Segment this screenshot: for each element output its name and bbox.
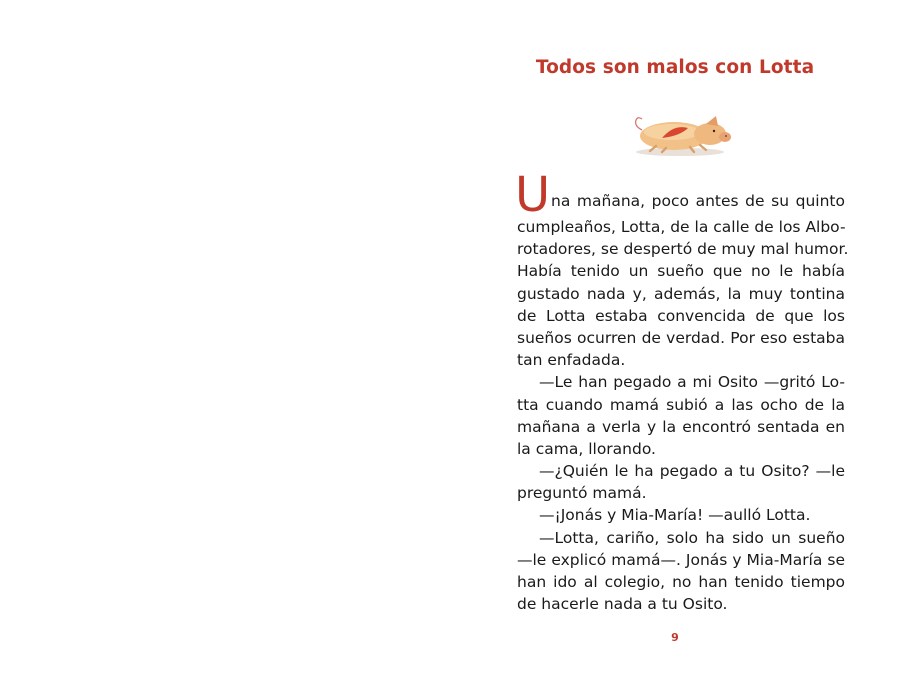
text-line: —¡Jonás y Mia-María! —aulló Lotta.	[539, 506, 811, 525]
text-line: Había tenido un sueño que no le había	[517, 262, 845, 281]
text-line: mañana a verla y la encontró sentada en	[517, 417, 845, 436]
chapter-title: Todos son malos con Lotta	[535, 57, 815, 78]
page-number: 9	[671, 631, 679, 644]
story-text	[515, 167, 849, 615]
text-line: gustado nada y, además, la muy tontina	[517, 284, 845, 303]
text-line: cumpleaños, Lotta, de la calle de los Albo-	[517, 218, 846, 236]
text-line: rotadores, se despertó de muy mal humor.	[517, 240, 849, 259]
text-line: —le explicó mamá—. Jonás y Mia-María se	[517, 550, 845, 569]
text-line: —¿Quién le ha pegado a tu Osito? —le	[539, 462, 845, 481]
text-line: tan enfadada.	[517, 351, 626, 370]
right-page	[450, 0, 900, 680]
first-line-text: na mañana, poco antes de su quinto	[551, 192, 845, 210]
text-line: —Lotta, cariño, solo ha sido un sueño	[539, 528, 845, 547]
text-line: de hacerle nada a tu Osito.	[517, 595, 728, 614]
text-line: tta cuando mamá subió a las ocho de la	[517, 395, 845, 414]
text-line: han ido al colegio, no han tenido tiempo	[517, 573, 845, 591]
text-line: la cama, llorando.	[517, 439, 656, 458]
drop-cap: U	[515, 167, 551, 223]
text-line: —Le han pegado a mi Osito —gritó Lo-	[539, 373, 845, 392]
text-line: sueños ocurren de verdad. Por eso estaba	[517, 328, 845, 347]
text-line: preguntó mamá.	[517, 484, 647, 503]
pig-illustration	[622, 104, 738, 160]
first-line	[515, 167, 845, 223]
text-line: de Lotta estaba convencida de que los	[517, 306, 845, 325]
